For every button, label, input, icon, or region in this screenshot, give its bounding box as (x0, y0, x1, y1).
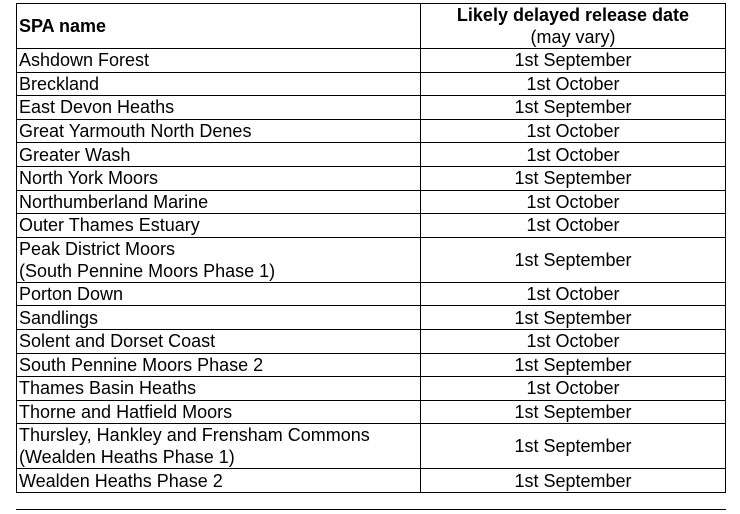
release-date-cell: 1st October (421, 143, 726, 167)
release-date-cell: 1st October (421, 72, 726, 96)
spa-name-cell (17, 237, 421, 282)
table-row (17, 190, 726, 214)
spa-name-text: South Pennine Moors Phase 2 (19, 354, 264, 375)
release-date-cell: 1st September (421, 353, 726, 377)
table-row (17, 424, 726, 469)
table-row (17, 237, 726, 282)
table-row (17, 72, 726, 96)
spa-name-cell (17, 166, 421, 190)
spa-name-text: Solent and Dorset Coast (19, 331, 216, 352)
spa-name-cell (17, 469, 421, 493)
release-date-cell: 1st October (421, 377, 726, 401)
table-row (17, 49, 726, 73)
spa-name-cell (17, 353, 421, 377)
release-date-cell: 1st October (421, 214, 726, 238)
spa-name-text: Peak District Moors (19, 238, 176, 259)
release-date-cell: 1st September (421, 400, 726, 424)
release-date-header-title: Likely delayed release date (456, 5, 690, 25)
spa-name-cell (17, 400, 421, 424)
spa-name-text: Thorne and Hatfield Moors (19, 402, 233, 423)
table-row (17, 329, 726, 353)
table-row (17, 469, 726, 493)
release-date-cell: 1st October (421, 329, 726, 353)
release-date-cell: 1st September (421, 469, 726, 493)
spa-name-cell (17, 143, 421, 167)
release-date-cell: 1st October (421, 190, 726, 214)
spa-name-cell (17, 49, 421, 73)
spa-name-text: Wealden Heaths Phase 2 (19, 470, 223, 491)
spa-name-text: Greater Wash (19, 144, 131, 165)
spa-name-text: Outer Thames Estuary (19, 215, 200, 236)
table-row (17, 96, 726, 120)
spa-name-text: Porton Down (19, 284, 124, 305)
release-date-cell: 1st September (421, 306, 726, 330)
table-bottom-rule (16, 509, 726, 514)
spa-name-cell (17, 96, 421, 120)
spa-release-table (16, 3, 726, 493)
spa-name-text: Thames Basin Heaths (19, 378, 197, 399)
table-row (17, 282, 726, 306)
table-row (17, 143, 726, 167)
column-header-release-date (421, 4, 726, 49)
release-date-cell: 1st September (421, 237, 726, 282)
spa-name-text: Thursley, Hankley and Frensham Commons (19, 425, 370, 446)
spa-name-text: Great Yarmouth North Denes (19, 121, 252, 142)
spa-name-cell (17, 282, 421, 306)
release-date-cell: 1st September (421, 49, 726, 73)
table-row (17, 166, 726, 190)
table-row (17, 377, 726, 401)
spa-name-text: North York Moors (19, 168, 159, 189)
table-row (17, 214, 726, 238)
release-date-cell: 1st October (421, 119, 726, 143)
table-row (17, 119, 726, 143)
release-date-header-subtitle: (may vary) (530, 27, 616, 47)
release-date-cell: 1st September (421, 166, 726, 190)
spa-name-cell (17, 119, 421, 143)
release-date-cell: 1st October (421, 282, 726, 306)
spa-name-text: East Devon Heaths (19, 97, 175, 118)
table-row (17, 353, 726, 377)
table-body (17, 49, 726, 493)
spa-name-cell (17, 424, 421, 469)
spa-name-cell (17, 306, 421, 330)
release-date-cell: 1st September (421, 96, 726, 120)
spa-name-cell (17, 329, 421, 353)
table-header-row (17, 4, 726, 49)
spa-name-text: Sandlings (19, 307, 99, 328)
spa-name-cell (17, 377, 421, 401)
spa-name-text: (South Pennine Moors Phase 1) (19, 260, 276, 281)
column-header-spa-name: SPA name (17, 4, 421, 49)
spa-name-text: Northumberland Marine (19, 191, 209, 212)
release-date-cell: 1st September (421, 424, 726, 469)
spa-name-cell (17, 72, 421, 96)
table-row (17, 400, 726, 424)
spa-name-text: Breckland (19, 73, 100, 94)
spa-name-text: Ashdown Forest (19, 50, 150, 71)
spa-name-text: (Wealden Heaths Phase 1) (19, 447, 235, 468)
table-row (17, 306, 726, 330)
spa-name-cell (17, 190, 421, 214)
spa-name-cell (17, 214, 421, 238)
